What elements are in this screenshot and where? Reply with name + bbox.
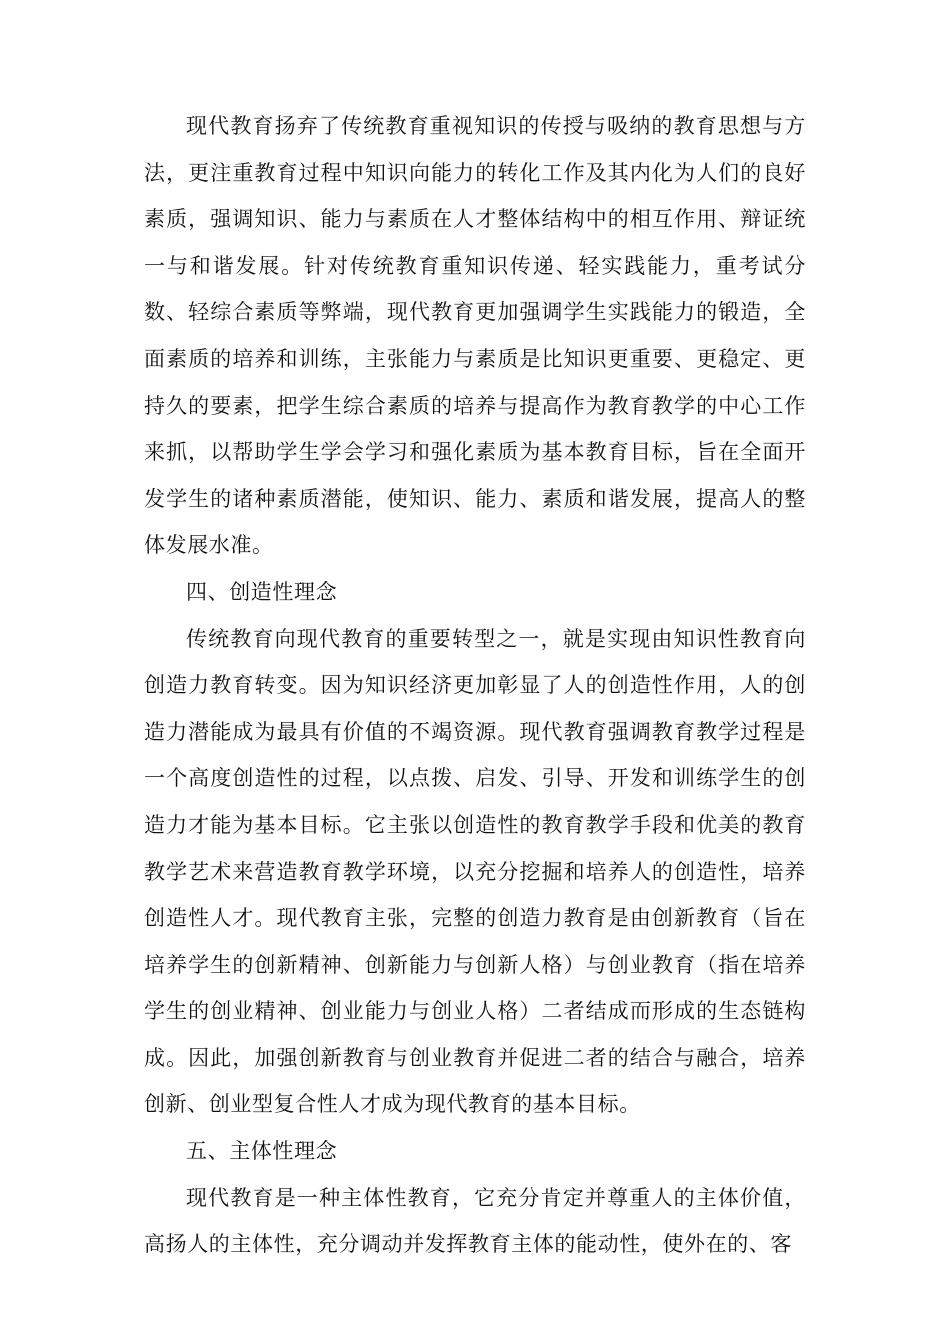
body-paragraph: 传统教育向现代教育的重要转型之一，就是实现由知识性教育向创造力教育转变。因为知识经济更加彰显了人的创造性作用，人的创造力潜能成为最具有价值的不竭资源。现代教育强调教育教学过程是一个高度创造性的过程，以点拨、启发、引导、开发和训练学生的创造力才能为基本目标。它主张以创造性的教育教学手段和优美的教育教学艺术来营造教育教学环境，以充分挖掘和培养人的创造性，培养创造性人才。现代教育主张，完整的创造力教育是由创新教育（旨在培养学生的创新精神、创新能力与创新人格）与创业教育（指在培养学生的创业精神、创业能力与创业人格）二者结成而形成的生态链构成。因此，加强创新教育与创业教育并促进二者的结合与融合，培养创新、创业型复合性人才成为现代教育的基本目标。: [144, 626, 806, 1117]
document-body: [144, 103, 806, 1268]
section-heading-subjectivity: 五、主体性理念: [186, 1139, 338, 1164]
section-heading-creativity: 四、创造性理念: [186, 579, 338, 604]
body-paragraph: 现代教育是一种主体性教育，它充分肯定并尊重人的主体价值，高扬人的主体性，充分调动并发挥教育主体的能动性，使外在的、客: [144, 1185, 806, 1257]
body-paragraph: 现代教育扬弃了传统教育重视知识的传授与吸纳的教育思想与方法，更注重教育过程中知识向能力的转化工作及其内化为人们的良好素质，强调知识、能力与素质在人才整体结构中的相互作用、辩证统一与和谐发展。针对传统教育重知识传递、轻实践能力，重考试分数、轻综合素质等弊端，现代教育更加强调学生实践能力的锻造，全面素质的培养和训练，主张能力与素质是比知识更重要、更稳定、更持久的要素，把学生综合素质的培养与提高作为教育教学的中心工作来抓，以帮助学生学会学习和强化素质为基本教育目标，旨在全面开发学生的诸种素质潜能，使知识、能力、素质和谐发展，提高人的整体发展水准。: [144, 114, 806, 558]
